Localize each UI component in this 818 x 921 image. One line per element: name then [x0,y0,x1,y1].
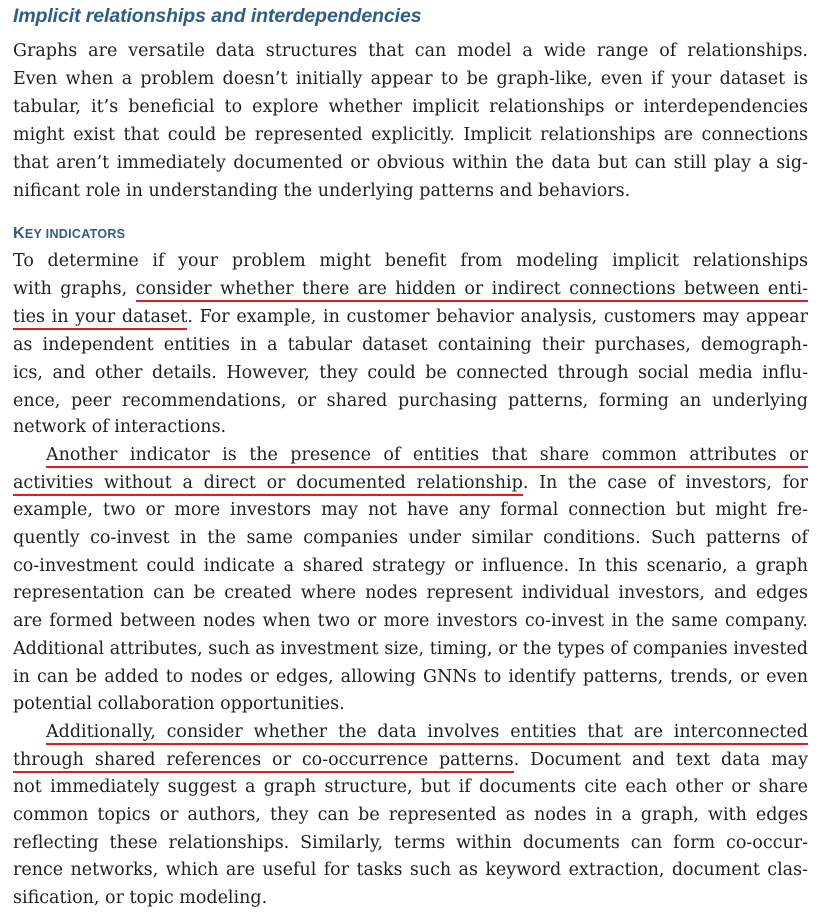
para-text: . For example, in customer behavior analysis, customers may appear [187,307,808,327]
para-line: in can be added to nodes or edges, allowing GNNs to identify patterns, trends, or even [13,667,808,687]
para-line: not immediately suggest a graph structure, but if documents cite each other or share [13,777,808,797]
intro-line: Graphs are versatile data structures that can model a wide range of relationships. [13,41,808,61]
para-line: network of interactions. [13,417,227,437]
para-line [13,304,808,332]
para-line [13,276,808,304]
para-line: To determine if your problem might benefit from modeling implicit relationships [13,251,808,271]
intro-line: tabular, it’s beneficial to explore whether implicit relationships or interdependencies [13,97,808,117]
highlighted-text: through shared references or co-occurrence patterns [13,750,514,773]
highlighted-text: ties in your dataset [13,307,187,330]
para-line [13,747,808,775]
highlighted-text: activities without a direct or documented relationship [13,473,523,496]
intro-line: nificant role in understanding the underlying patterns and behaviors. [13,181,631,201]
highlighted-text: consider whether there are hidden or indirect connections between enti- [136,279,808,302]
para-line: Additional attributes, such as investment size, timing, or the types of companies invested [13,639,808,659]
para-line [13,470,808,498]
para-line: ence, peer recommendations, or shared purchasing patterns, forming an underlying [13,391,808,411]
para-line: example, two or more investors may not have any formal connection but might fre- [13,500,808,520]
para-line: reflecting these relationships. Similarly, terms within documents can form co-occur- [13,833,808,853]
para-line: potential collaboration opportunities. [13,694,345,714]
para-line: ics, and other details. However, they could be connected through social media influ- [13,363,808,383]
para-line: rence networks, which are useful for tasks such as keyword extraction, document clas- [13,860,808,880]
para-line: sification, or topic modeling. [13,888,268,908]
para-line: quently co-invest in the same companies under similar conditions. Such patterns of [13,528,808,548]
para-line [46,719,808,747]
para-line [46,442,808,470]
para-text: . Document and text data may [513,750,809,770]
subsection-title-first-letter: K [13,225,25,242]
para-line: as independent entities in a tabular dataset containing their purchases, demograph- [13,335,808,355]
para-text: . In the case of investors, for [522,473,808,493]
para-line: co-investment could indicate a shared strategy or influence. In this scenario, a graph [13,556,808,576]
subsection-title [13,225,125,243]
para-text: with graphs, [13,279,136,299]
para-line: representation can be created where nodes represent individual investors, and edges [13,583,808,603]
highlighted-text: Another indicator is the presence of entities that share common attributes or [46,445,808,468]
para-line: common topics or authors, they can be represented as nodes in a graph, with edges [13,805,808,825]
intro-line: that aren’t immediately documented or obvious within the data but can still play a sig- [13,153,808,173]
section-title: Implicit relationships and interdependencies [13,5,422,27]
subsection-title-rest: EY INDICATORS [24,227,126,241]
para-line: are formed between nodes when two or more investors co-invest in the same company. [13,611,808,631]
intro-line: Even when a problem doesn’t initially appear to be graph-like, even if your dataset is [13,69,808,89]
highlighted-text: Additionally, consider whether the data involves entities that are interconnected [46,722,808,745]
intro-line: might exist that could be represented explicitly. Implicit relationships are connections [13,125,808,145]
